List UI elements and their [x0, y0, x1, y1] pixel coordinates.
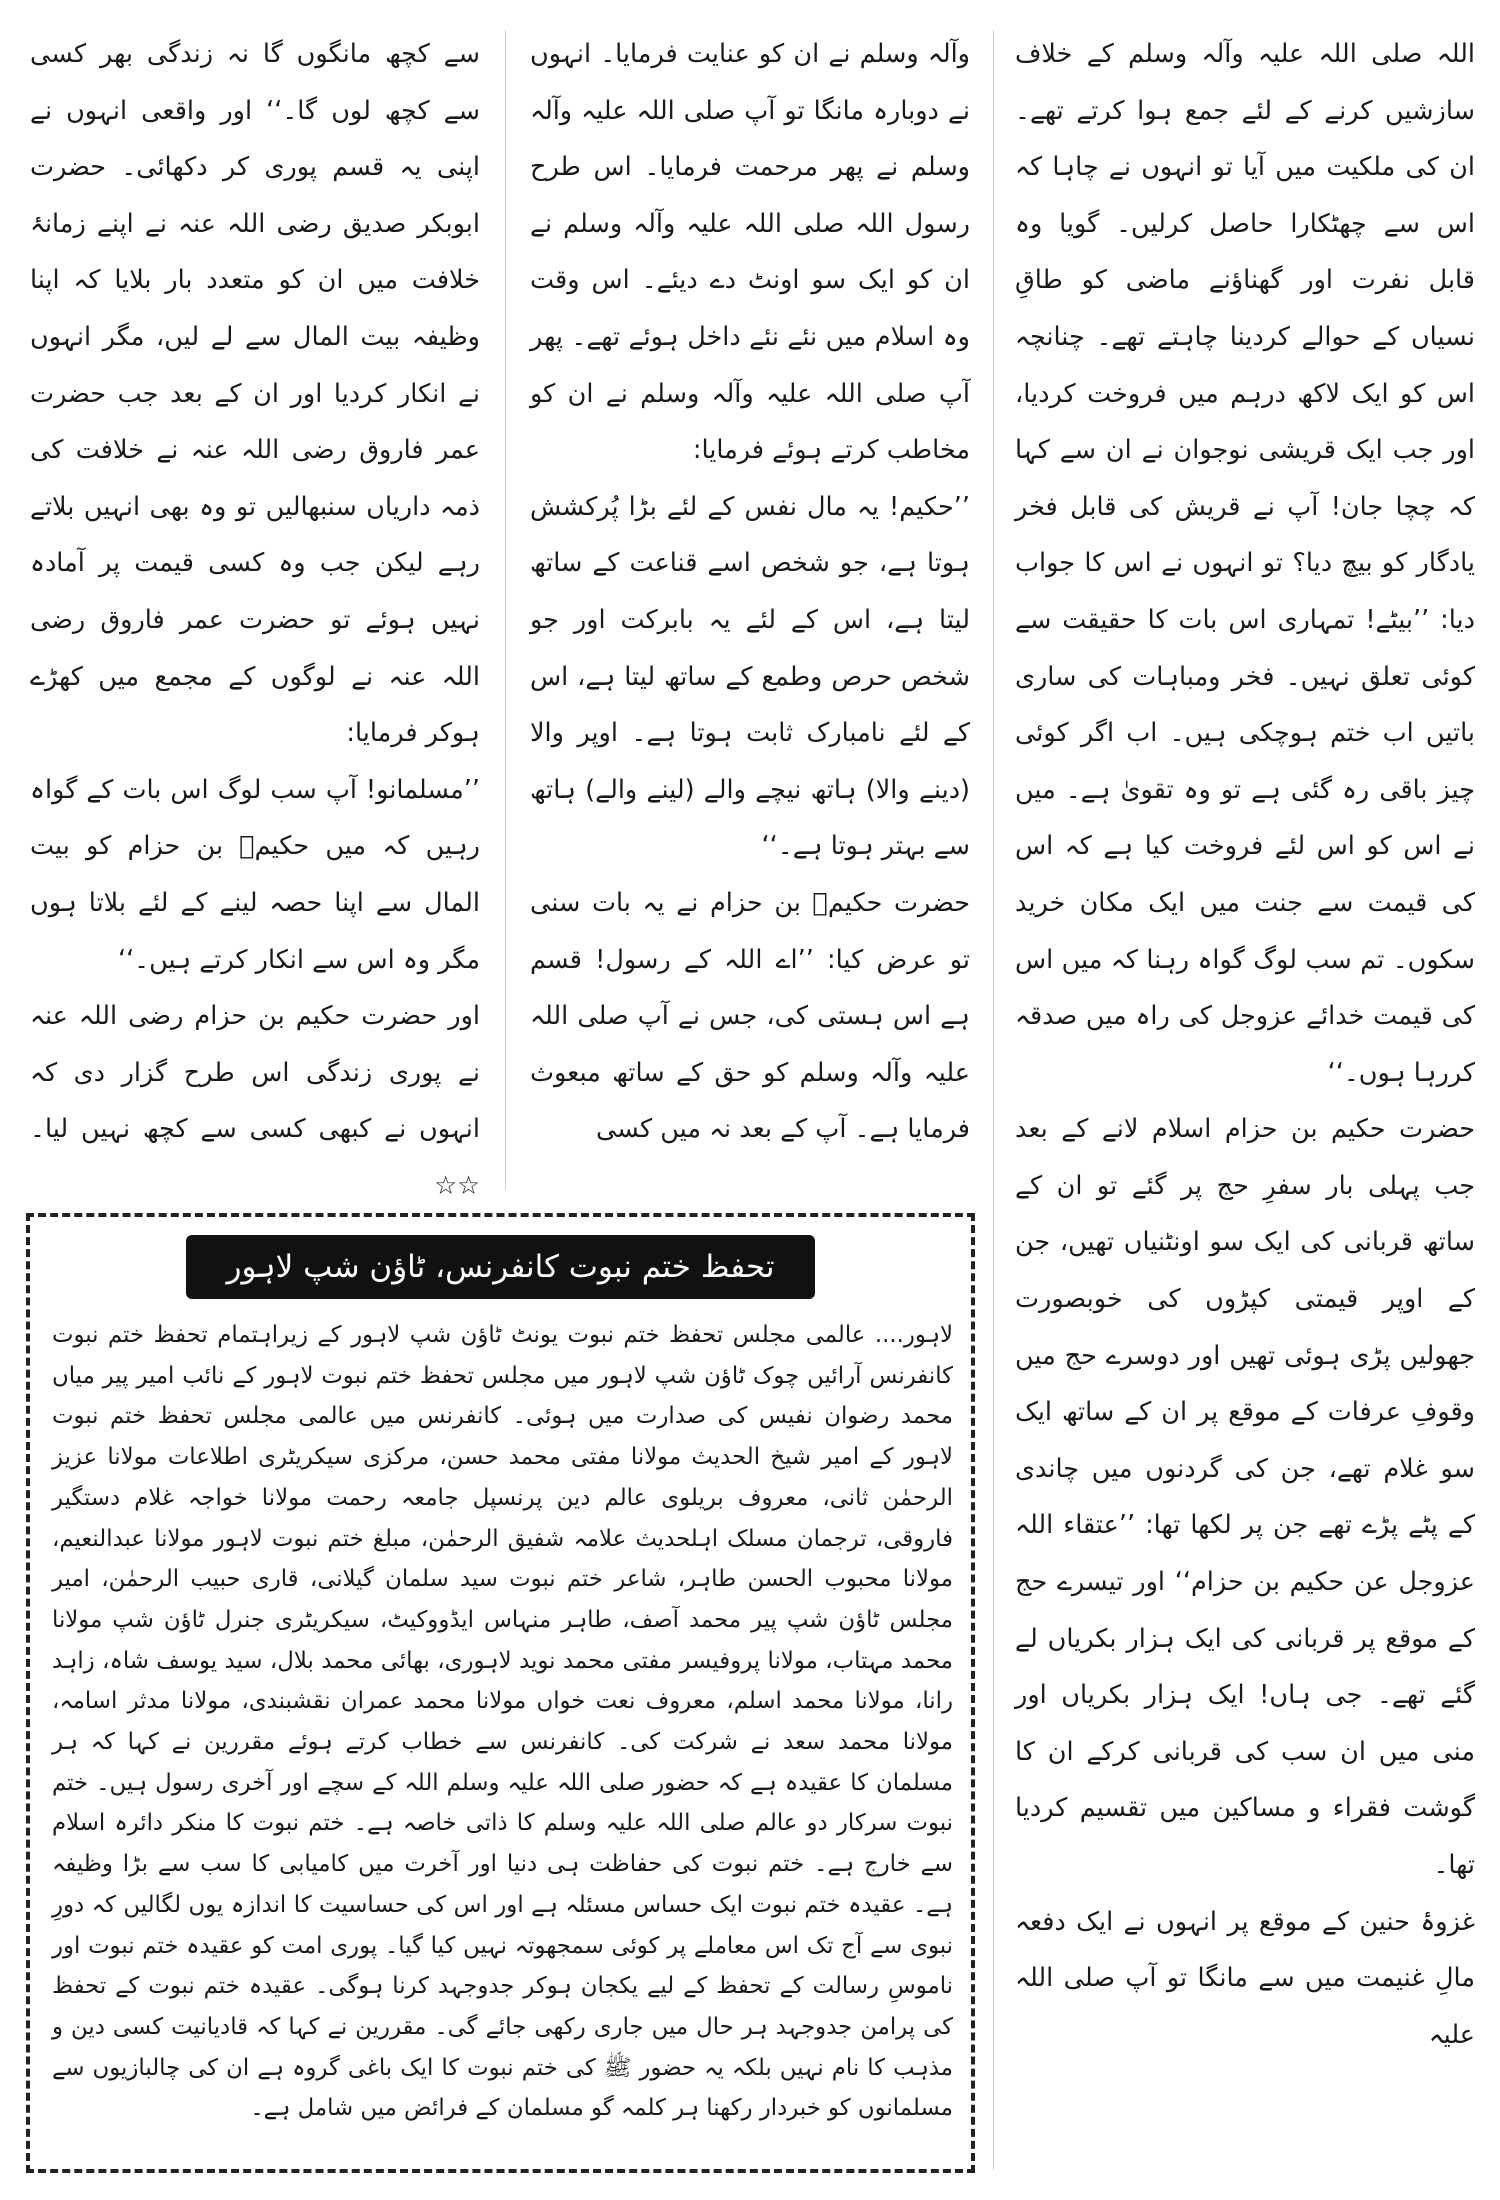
paragraph: حضرت حکیمؓ بن حزام نے یہ بات سنی تو عرض کیا: ’’اے اللہ کے رسول! قسم ہے اس ہستی کی، جس نے آپ صلی اللہ علیہ وآلہ وسلم کو حق کے ساتھ مبعوث فرمایا ہے۔ آپ کے بعد نہ میں کسی [530, 887, 970, 1145]
paragraph: ’’مسلمانو! آپ سب لوگ اس بات کے گواہ رہیں کہ میں حکیمؓ بن حزام کو بیت المال سے اپنا حصہ لینے کے لئے بلاتا ہوں مگر وہ اس سے انکار کرتے ہیں۔‘‘ [30, 774, 480, 975]
column-divider [505, 30, 506, 1190]
column-divider [993, 30, 994, 2170]
paragraph: ’’حکیم! یہ مال نفس کے لئے بڑا پُرکشش ہوتا ہے، جو شخص اسے قناعت کے ساتھ لیتا ہے، اس کے لئے یہ بابرکت اور جو شخص حرص وطمع کے ساتھ لیتا ہے، اس کے لئے نامبارک ثابت ہوتا ہے۔ اوپر والا (دینے والا) ہاتھ نیچے والے (لینے والے) ہاتھ سے بہتر ہوتا ہے۔‘‘ [530, 491, 970, 862]
paragraph: غزوۂ حنین کے موقع پر انہوں نے ایک دفعہ مالِ غنیمت میں سے مانگا تو آپ صلی اللہ علیہ [1015, 1906, 1475, 2050]
paragraph: اللہ صلی اللہ علیہ وآلہ وسلم کے خلاف سازشیں کرنے کے لئے جمع ہوا کرتے تھے۔ ان کی ملکیت میں آیا تو انہوں نے چاہا کہ اس سے چھٹکارا حاصل کرلیں۔ گویا وہ قابل نفرت اور گھناؤنے ماضی کو طاقِ نسیاں کے حوالے کردینا چاہتے تھے۔ چنانچہ اس کو ایک لاکھ درہم میں فروخت کردیا، اور جب ایک قریشی نوجوان نے ان سے کہا کہ چچا جان! آپ نے قریش کی قابل فخر یادگار کو بیچ دیا؟ تو انہوں نے اس کا جواب دیا: ’’بیٹے! تمہاری اس بات کا حقیقت سے کوئی تعلق نہیں۔ فخر ومباہات کی ساری باتیں اب ختم ہوچکی ہیں۔ اب اگر کوئی چیز باقی رہ گئی ہے تو وہ تقویٰ ہے۔ میں نے اس کو اس لئے فروخت کیا ہے کہ اس کی قیمت سے جنت میں ایک مکان خرید سکوں۔ تم سب لوگ گواہ رہنا کہ میں اس کی قیمت خدائے عزوجل کی راہ میں صدقہ کررہا ہوں۔‘‘ [1015, 39, 1475, 1088]
article-column-left [30, 26, 480, 1214]
paragraph: وآلہ وسلم نے ان کو عنایت فرمایا۔ انہوں نے دوبارہ مانگا تو آپ صلی اللہ علیہ وآلہ وسلم نے پھر مرحمت فرمایا۔ اس طرح رسول اللہ صلی اللہ علیہ وآلہ وسلم نے ان کو ایک سو اونٹ دے دیئے۔ اس وقت وہ اسلام میں نئے نئے داخل ہوئے تھے۔ پھر آپ صلی اللہ علیہ وآلہ وسلم نے ان کو مخاطب کرتے ہوئے فرمایا: [530, 39, 970, 466]
news-box-body: لاہور.... عالمی مجلس تحفظ ختم نبوت یونٹ ٹاؤن شپ لاہور کے زیراہتمام تحفظ ختم نبوت کانفرنس آرائیں چوک ٹاؤن شپ لاہور میں مجلس تحفظ ختم نبوت لاہور کے نائب امیر پیر میاں محمد رضوان نفیس کی صدارت میں ہوئی۔ کانفرنس میں عالمی مجلس تحفظ ختم نبوت لاہور کے امیر شیخ الحدیث مولانا مفتی محمد حسن، مرکزی سیکریٹری اطلاعات مولانا عزیز الرحمٰن ثانی، معروف بریلوی عالم دین پرنسپل جامعہ رحمت مولانا خواجہ غلام دستگیر فاروقی، ترجمان مسلک اہلحدیث علامہ شفیق الرحمٰن، مبلغ ختم نبوت لاہور مولانا عبدالنعیم، مولانا محبوب الحسن طاہر، شاعر ختم نبوت سید سلمان گیلانی، قاری حبیب الرحمٰن، امیر مجلس ٹاؤن شپ پیر محمد آصف، طاہر منہاس ایڈووکیٹ، سیکریٹری جنرل ٹاؤن شپ مولانا محمد مہتاب، مولانا پروفیسر مفتی محمد نوید لاہوری، بھائی محمد بلال، سید یوسف شاہ، زاہد رانا، مولانا محمد اسلم، معروف نعت خواں مولانا محمد عمران نقشبندی، مولانا مدثر اسامہ، مولانا محمد سعد نے شرکت کی۔ کانفرنس سے خطاب کرتے ہوئے مقررین نے کہا کہ ہر مسلمان کا عقیدہ ہے کہ حضور صلی اللہ علیہ وسلم اللہ کے سچے اور آخری رسول ہیں۔ ختم نبوت سرکار دو عالم صلی اللہ علیہ وسلم کا ذاتی خاصہ ہے۔ ختم نبوت کا منکر دائرہ اسلام سے خارج ہے۔ ختم نبوت کی حفاظت ہی دنیا اور آخرت میں کامیابی کا سب سے بڑا وظیفہ ہے۔ عقیدہ ختم نبوت ایک حساس مسئلہ ہے اور اس کی حساسیت کا اندازہ یوں لگالیں کہ دورِ نبوی سے آج تک اس معاملے پر کوئی سمجھوتہ نہیں کیا گیا۔ پوری امت کو عقیدہ ختم نبوت اور ناموسِ رسالت کے تحفظ کے لیے یکجان ہوکر جدوجہد کرنا ہوگی۔ عقیدہ ختم نبوت کے تحفظ کی پرامن جدوجہد ہر حال میں جاری رکھی جائے گی۔ مقررین نے کہا کہ قادیانیت کسی دین و مذہب کا نام نہیں بلکہ یہ حضور ﷺ کی ختم نبوت کا ایک باغی گروہ ہے ان کی چالبازیوں سے مسلمانوں کو خبردار رکھنا ہر کلمہ گو مسلمان کے فرائض میں شامل ہے۔ [52, 1322, 953, 2122]
article-column-right [1015, 26, 1475, 2063]
paragraph: اور حضرت حکیم بن حزام رضی اللہ عنہ نے پوری زندگی اس طرح گزار دی کہ انہوں نے کبھی کسی سے کچھ نہیں لیا۔☆☆ [30, 1001, 480, 1201]
paragraph: حضرت حکیم بن حزام اسلام لانے کے بعد جب پہلی بار سفرِ حج پر گئے تو ان کے ساتھ قربانی کی ایک سو اونٹنیاں تھیں، جن کے اوپر قیمتی کپڑوں کی خوبصورت جھولیں پڑی ہوئی تھیں اور دوسرے حج میں وقوفِ عرفات کے موقع پر ان کے ساتھ ایک سو غلام تھے، جن کی گردنوں میں چاندی کے پٹے پڑے تھے جن پر لکھا تھا: ’’عتقاء اللہ عزوجل عن حکیم بن حزام‘‘ اور تیسرے حج کے موقع پر قربانی کی ایک ہزار بکریاں لے گئے تھے۔ جی ہاں! ایک ہزار بکریاں اور منی میں ان سب کی قربانی کرکے ان کا گوشت فقراء و مساکین میں تقسیم کردیا تھا۔ [1015, 1114, 1475, 1880]
article-column-middle [530, 26, 970, 1158]
news-box [26, 1213, 975, 2173]
news-box-title: تحفظ ختم نبوت کانفرنس، ٹاؤن شپ لاہور [186, 1235, 814, 1299]
paragraph: سے کچھ مانگوں گا نہ زندگی بھر کسی سے کچھ لوں گا۔‘‘ اور واقعی انہوں نے اپنی یہ قسم پوری کر دکھائی۔ حضرت ابوبکر صدیق رضی اللہ عنہ نے اپنے زمانۂ خلافت میں ان کو متعدد بار بلایا کہ اپنا وظیفہ بیت المال سے لے لیں، مگر انہوں نے انکار کردیا اور ان کے بعد جب حضرت عمر فاروق رضی اللہ عنہ نے خلافت کی ذمہ داریاں سنبھالیں تو وہ بھی انہیں بلاتے رہے لیکن جب وہ کسی قیمت پر آمادہ نہیں ہوئے تو حضرت عمر فاروق رضی اللہ عنہ نے لوگوں کے مجمع میں کھڑے ہوکر فرمایا: [30, 39, 480, 749]
